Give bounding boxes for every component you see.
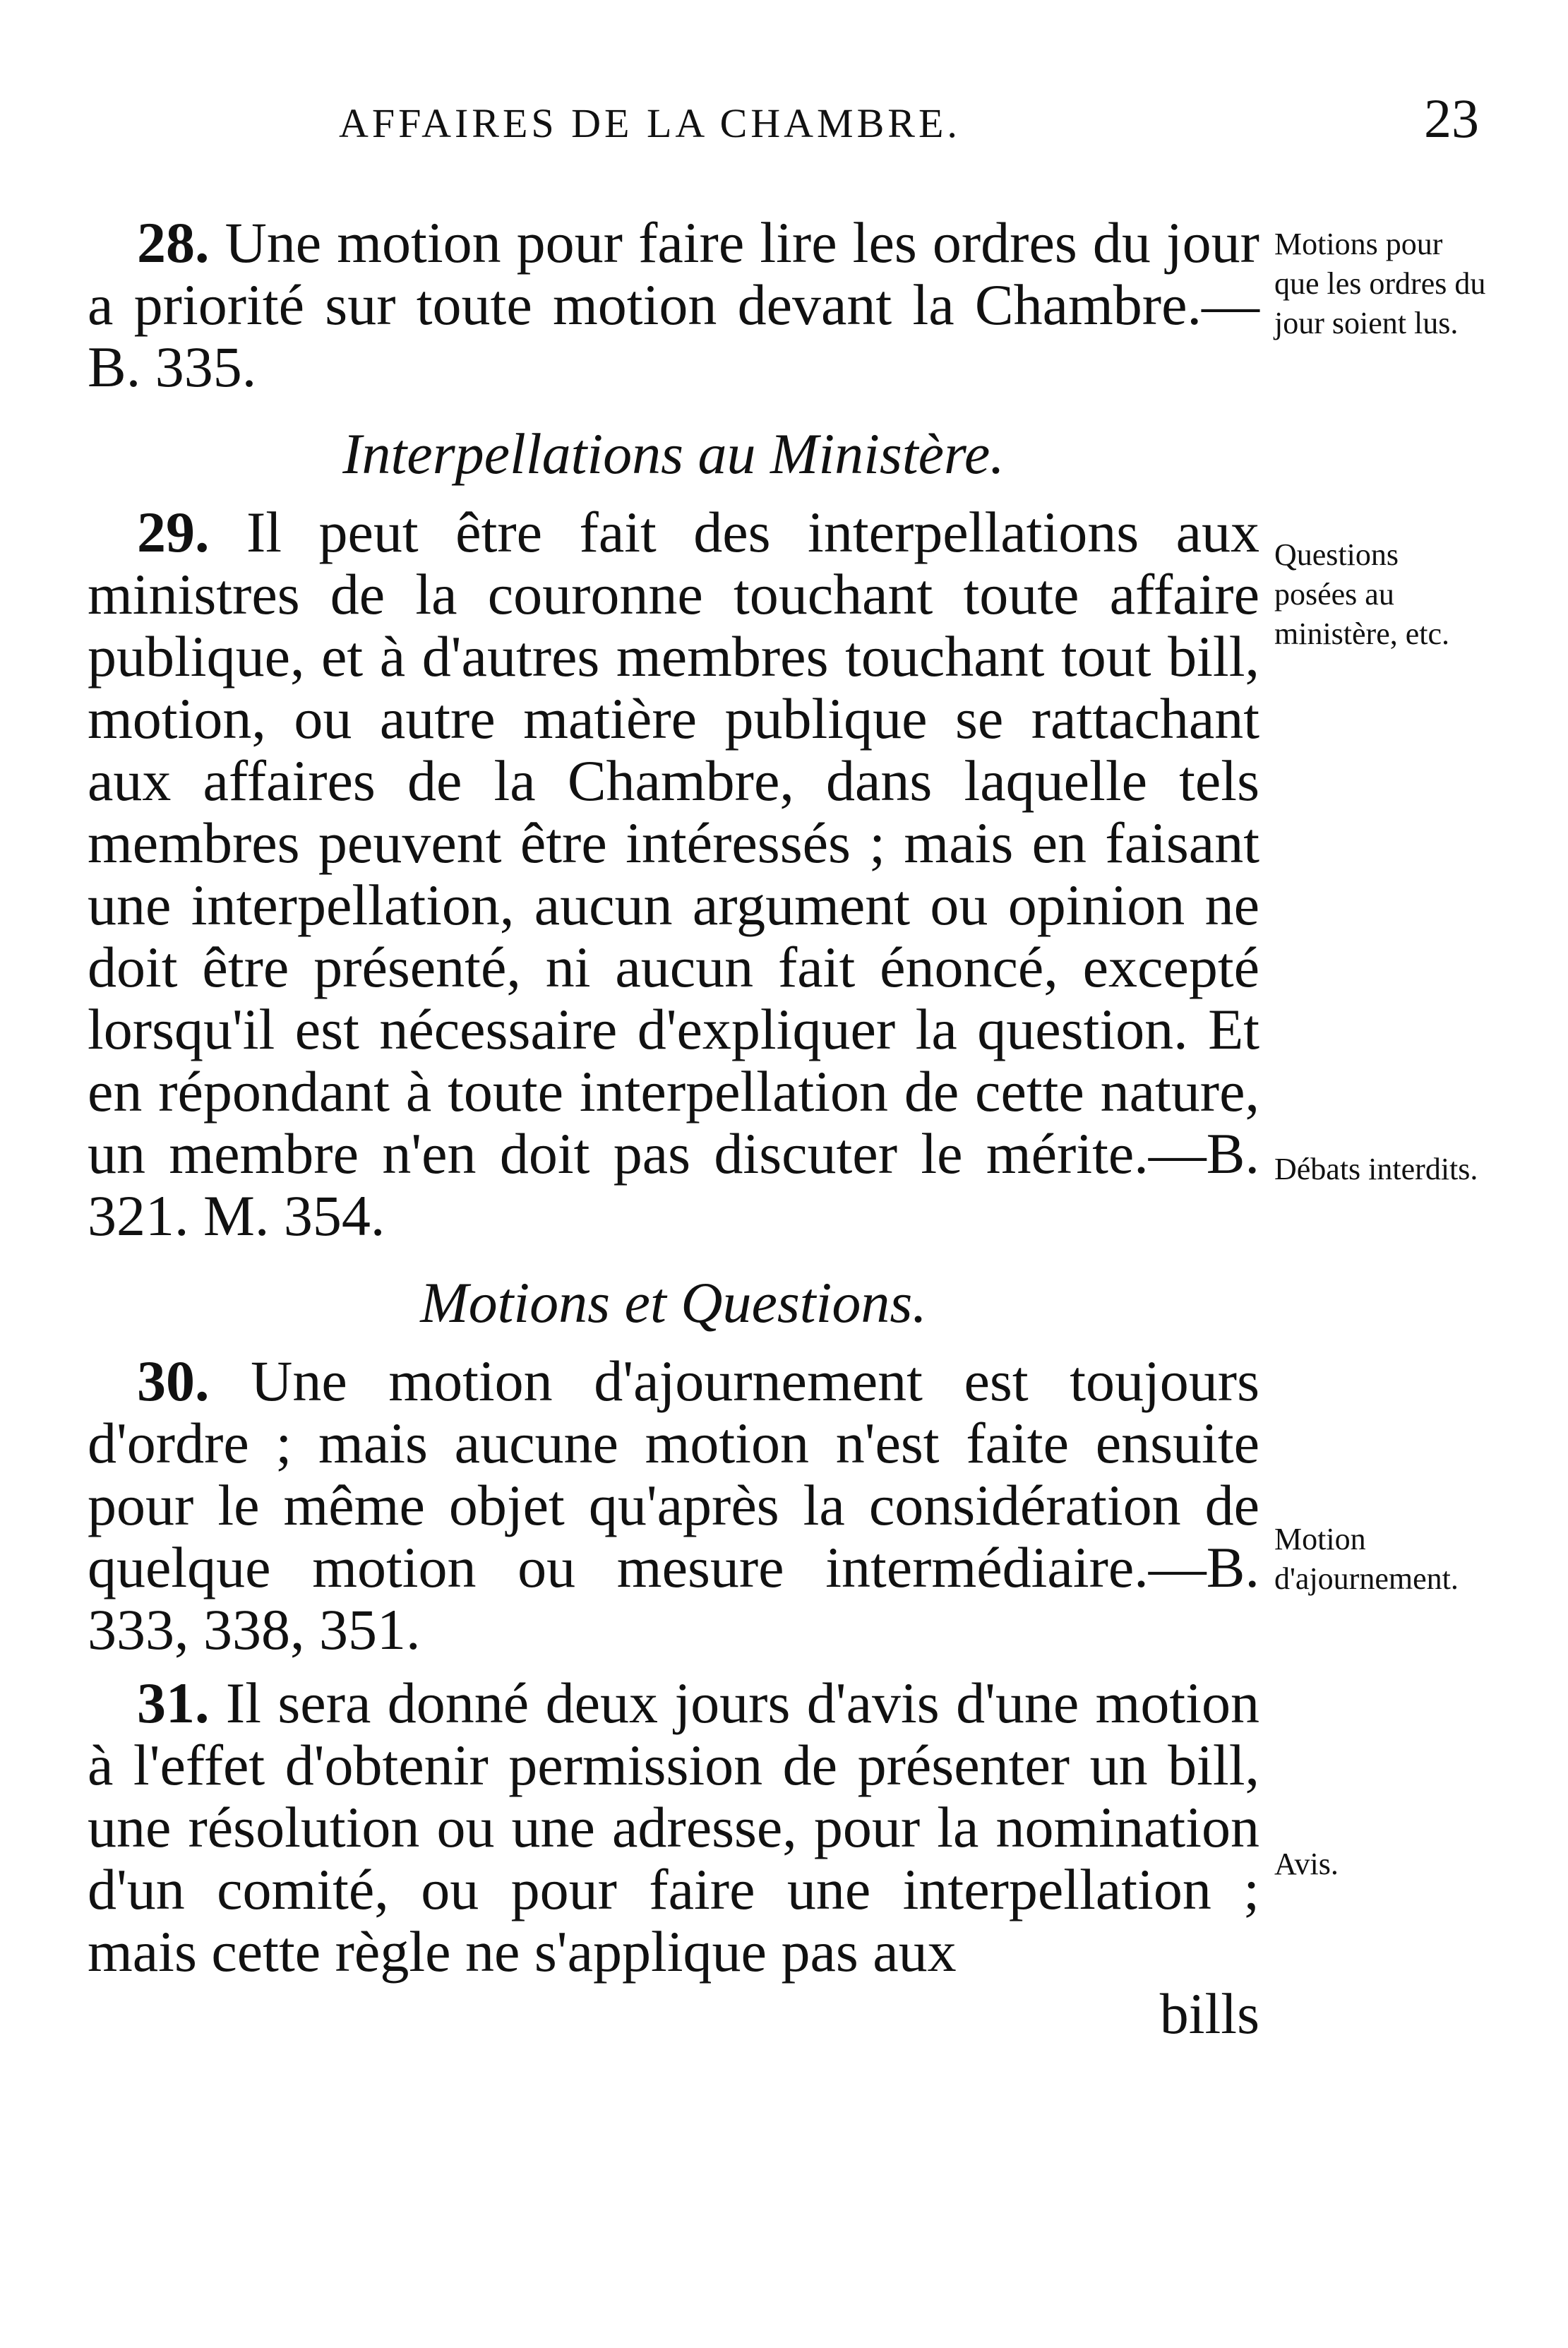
- catchword: bills: [1159, 1982, 1259, 2046]
- article-number: 29.: [137, 500, 210, 564]
- article-30: [88, 1350, 1259, 1661]
- article-number: 31.: [137, 1671, 210, 1735]
- main-text-column: [88, 212, 1259, 2045]
- article-number: 28.: [137, 210, 210, 275]
- article-text: Une motion d'ajournement est toujours d'ordre ; mais aucune motion n'est faite ensuite pour le même objet qu'après la considération de quelque motion ou mesure intermédiaire.—B. 333, 338, 351.: [88, 1349, 1259, 1662]
- article-29: [88, 501, 1259, 1247]
- article-text: Une motion pour faire lire les ordres du jour a priorité sur toute motion devant la Chambre.—B. 335.: [88, 210, 1259, 399]
- side-note-motions-ordres: Motions pour que les ordres du jour soient lus.: [1274, 227, 1486, 340]
- article-text: Il peut être fait des interpellations aux ministres de la couronne touchant toute affaire publique, et à d'autres membres touchant tout bill, motion, ou autre matière publique se rattachant aux affaires de la Chambre, dans laquelle tels membres peuvent être intéressés ; mais en faisant une interpellation, aucun argument ou opinion ne doit être présenté, ni aucun fait énoncé, excepté lorsqu'il est nécessaire d'expliquer la question. Et en répondant à toute interpellation de cette nature, un membre n'en doit pas discuter le mérite.—B. 321. M. 354.: [88, 500, 1259, 1248]
- article-number: 30.: [137, 1349, 210, 1413]
- side-note-debats: Débats interdits.: [1274, 1152, 1478, 1186]
- article-text: Il sera donné deux jours d'avis d'une motion à l'effet d'obtenir permission de présenter un bill, une résolution ou une adresse, pour la nomination d'un comité, ou pour faire une interpellation ; mais cette règle ne s'applique pas aux: [88, 1671, 1259, 1984]
- running-head: AFFAIRES DE LA CHAMBRE.: [339, 100, 961, 146]
- section-heading-motions: Motions et Questions.: [420, 1270, 927, 1335]
- side-note-questions-ministere: Questions posées au ministère, etc.: [1274, 537, 1450, 651]
- article-28: [88, 212, 1259, 398]
- side-note-avis: Avis.: [1274, 1847, 1339, 1881]
- article-31: [88, 1672, 1259, 1983]
- section-heading-interpellations: Interpellations au Ministère.: [342, 422, 1005, 486]
- side-note-ajournement: Motion d'ajournement.: [1274, 1522, 1459, 1596]
- page-number: 23: [1424, 88, 1479, 149]
